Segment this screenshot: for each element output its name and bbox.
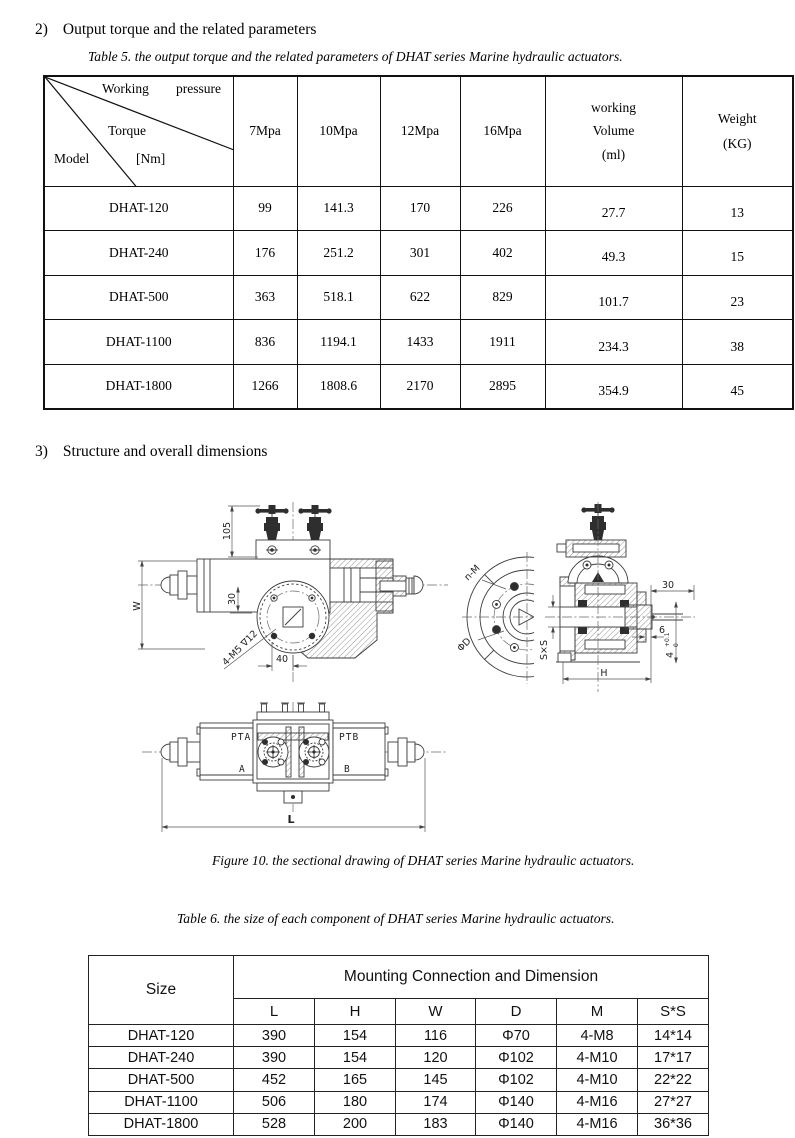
table5-cell: 27.7	[545, 186, 682, 231]
dim-105-label: 105	[222, 521, 233, 541]
table5-cell: 1808.6	[297, 364, 380, 409]
table6-col-header-l: L	[234, 999, 315, 1025]
table-row	[44, 186, 793, 231]
section-3-title: Structure and overall dimensions	[62, 443, 268, 460]
table6-cell: Φ102	[476, 1047, 557, 1069]
port-a-label: PTA	[231, 732, 252, 743]
table6-cell: 36*36	[638, 1113, 709, 1135]
side-sectional-view	[455, 502, 695, 692]
corner-nm-label: [Nm]	[136, 151, 166, 166]
dim-4-tol-plus-label: +0.1	[664, 632, 671, 647]
dim-30-side-label: 30	[661, 580, 675, 591]
table-row	[89, 1091, 709, 1113]
table-row	[44, 231, 793, 276]
table-row	[44, 320, 793, 365]
table6-cell: 4-M10	[557, 1069, 638, 1091]
corner-torque-label: Torque	[108, 123, 147, 138]
table6-cell: 14*14	[638, 1025, 709, 1047]
dim-30-front-label: 30	[227, 592, 238, 606]
table5-cell: 15	[682, 231, 793, 276]
table6-cell: 390	[234, 1047, 315, 1069]
table6-cell: 27*27	[638, 1091, 709, 1113]
table5-cell: 38	[682, 320, 793, 365]
table5-cell: 45	[682, 364, 793, 409]
valve-handle	[298, 505, 331, 540]
side-b-label: B	[344, 764, 351, 775]
table6-size-header: Size	[89, 956, 234, 1025]
dim-h-label: H	[600, 668, 608, 679]
table6-model-cell: DHAT-500	[89, 1069, 234, 1091]
section-3-heading	[35, 443, 267, 461]
table6-cell: 180	[315, 1091, 396, 1113]
thread-note-label: 4-M5 ∇12	[220, 628, 261, 669]
table6-cell: 200	[315, 1113, 396, 1135]
table6-cell: 145	[396, 1069, 476, 1091]
table5-output-torque	[43, 75, 794, 410]
table5-cell: 23	[682, 275, 793, 320]
table6-col-header-h: H	[315, 999, 396, 1025]
table5-model-cell: DHAT-1800	[44, 364, 233, 409]
table5-cell: 2895	[460, 364, 545, 409]
table5-model-cell: DHAT-1100	[44, 320, 233, 365]
side-a-label: A	[239, 764, 246, 775]
table6-cell: 183	[396, 1113, 476, 1135]
figure-10-drawing	[0, 480, 795, 850]
table5-cell: 2170	[380, 364, 460, 409]
table6-cell: Φ70	[476, 1025, 557, 1047]
table6-cell: Φ140	[476, 1113, 557, 1135]
table-row	[89, 1047, 709, 1069]
table6-col-header-w: W	[396, 999, 476, 1025]
table5-cell: 402	[460, 231, 545, 276]
table5-model-cell: DHAT-120	[44, 186, 233, 231]
table6-cell: 528	[234, 1113, 315, 1135]
table5-cell: 622	[380, 275, 460, 320]
table6-cell: 452	[234, 1069, 315, 1091]
table5-cell: 518.1	[297, 275, 380, 320]
table5-cell: 363	[233, 275, 297, 320]
table-row	[44, 364, 793, 409]
port-b-circle	[299, 737, 329, 767]
table-row	[89, 1069, 709, 1091]
weight-header-line: (KG)	[723, 136, 752, 152]
table5-cell: 1911	[460, 320, 545, 365]
table5-cell: 234.3	[545, 320, 682, 365]
table6-cell: 390	[234, 1025, 315, 1047]
dim-l-label: L	[287, 813, 295, 826]
table5-cell: 176	[233, 231, 297, 276]
table-row	[44, 275, 793, 320]
volume-header-line: working	[591, 99, 636, 115]
port-b-label: PTB	[339, 732, 360, 743]
table-row	[89, 1113, 709, 1135]
table5-cell: 1194.1	[297, 320, 380, 365]
table5-cell: 251.2	[297, 231, 380, 276]
dim-6-label: 6	[658, 625, 666, 636]
table6-cell: 154	[315, 1047, 396, 1069]
corner-model-label: Model	[54, 151, 90, 166]
top-view	[142, 702, 448, 832]
table5-caption: Table 5. the output torque and the related parameters of DHAT series Marine hydraulic actuators.	[88, 49, 623, 64]
table5-cell: 1266	[233, 364, 297, 409]
table6-col-header-d: D	[476, 999, 557, 1025]
table6-cell: 116	[396, 1025, 476, 1047]
table6-model-cell: DHAT-240	[89, 1047, 234, 1069]
table5-cell: 49.3	[545, 231, 682, 276]
table6-col-header-ss: S*S	[638, 999, 709, 1025]
weight-header-line: Weight	[717, 110, 757, 126]
table5-cell: 141.3	[297, 186, 380, 231]
corner-pressure-label: pressure	[176, 81, 221, 96]
table6-cell: 506	[234, 1091, 315, 1113]
dim-4-label: 4	[665, 651, 676, 658]
table5-cell: 99	[233, 186, 297, 231]
table6-caption: Table 6. the size of each component of DHAT series Marine hydraulic actuators.	[177, 911, 615, 926]
table5-col-header-16mpa: 16Mpa	[460, 76, 545, 186]
section-3-number: 3)	[35, 443, 48, 460]
dim-sxs-label: S×S	[539, 639, 550, 660]
port-a-circle	[258, 737, 288, 767]
table5-col-header-12mpa: 12Mpa	[380, 76, 460, 186]
table5-cell: 226	[460, 186, 545, 231]
table5-cell: 13	[682, 186, 793, 231]
figure10-caption: Figure 10. the sectional drawing of DHAT series Marine hydraulic actuators.	[212, 853, 635, 868]
table5-cell: 170	[380, 186, 460, 231]
bolt-pattern-label: n-M	[462, 562, 483, 584]
table5-cell: 101.7	[545, 275, 682, 320]
table5-corner-cell	[44, 76, 233, 186]
table6-cell: 154	[315, 1025, 396, 1047]
dim-4-tol-minus-label: 0	[673, 643, 680, 647]
table6-cell: 174	[396, 1091, 476, 1113]
front-sectional-view	[132, 502, 448, 682]
table5-cell: 829	[460, 275, 545, 320]
table6-cell: 4-M8	[557, 1025, 638, 1047]
table6-cell: 4-M16	[557, 1113, 638, 1135]
section-2-title: Output torque and the related parameters	[62, 21, 317, 38]
table6-cell: 17*17	[638, 1047, 709, 1069]
table6-group-header-row	[89, 956, 709, 999]
corner-working-label: Working	[102, 81, 149, 96]
table6-cell: 22*22	[638, 1069, 709, 1091]
table6-cell: Φ102	[476, 1069, 557, 1091]
table6-mounting-dimensions	[88, 955, 709, 1136]
table6-cell: 4-M10	[557, 1047, 638, 1069]
volume-header-line: Volume	[592, 123, 635, 139]
table5-cell: 836	[233, 320, 297, 365]
table6-model-cell: DHAT-120	[89, 1025, 234, 1047]
table6-col-header-m: M	[557, 999, 638, 1025]
table6-cell: 165	[315, 1069, 396, 1091]
dim-w-label: W	[132, 601, 143, 611]
table6-cell: 4-M16	[557, 1091, 638, 1113]
table6-cell: Φ140	[476, 1091, 557, 1113]
table5-model-cell: DHAT-240	[44, 231, 233, 276]
table6-cell: 120	[396, 1047, 476, 1069]
table5-cell: 301	[380, 231, 460, 276]
section-2-number: 2)	[35, 21, 48, 38]
table5-header-row	[44, 76, 793, 186]
diameter-label: ΦD	[455, 635, 474, 655]
section-2-heading	[35, 21, 316, 39]
table6-group-header: Mounting Connection and Dimension	[234, 956, 709, 999]
table-row	[89, 1025, 709, 1047]
table5-cell: 1433	[380, 320, 460, 365]
table5-col-header-7mpa: 7Mpa	[233, 76, 297, 186]
dim-40-label: 40	[275, 654, 289, 665]
table5-col-header-10mpa: 10Mpa	[297, 76, 380, 186]
table5-col-header-weight	[682, 76, 793, 186]
volume-header-line: (ml)	[601, 147, 626, 163]
table6-model-cell: DHAT-1800	[89, 1113, 234, 1135]
table6-model-cell: DHAT-1100	[89, 1091, 234, 1113]
table5-cell: 354.9	[545, 364, 682, 409]
table5-col-header-volume	[545, 76, 682, 186]
table5-model-cell: DHAT-500	[44, 275, 233, 320]
valve-handle	[255, 505, 288, 540]
